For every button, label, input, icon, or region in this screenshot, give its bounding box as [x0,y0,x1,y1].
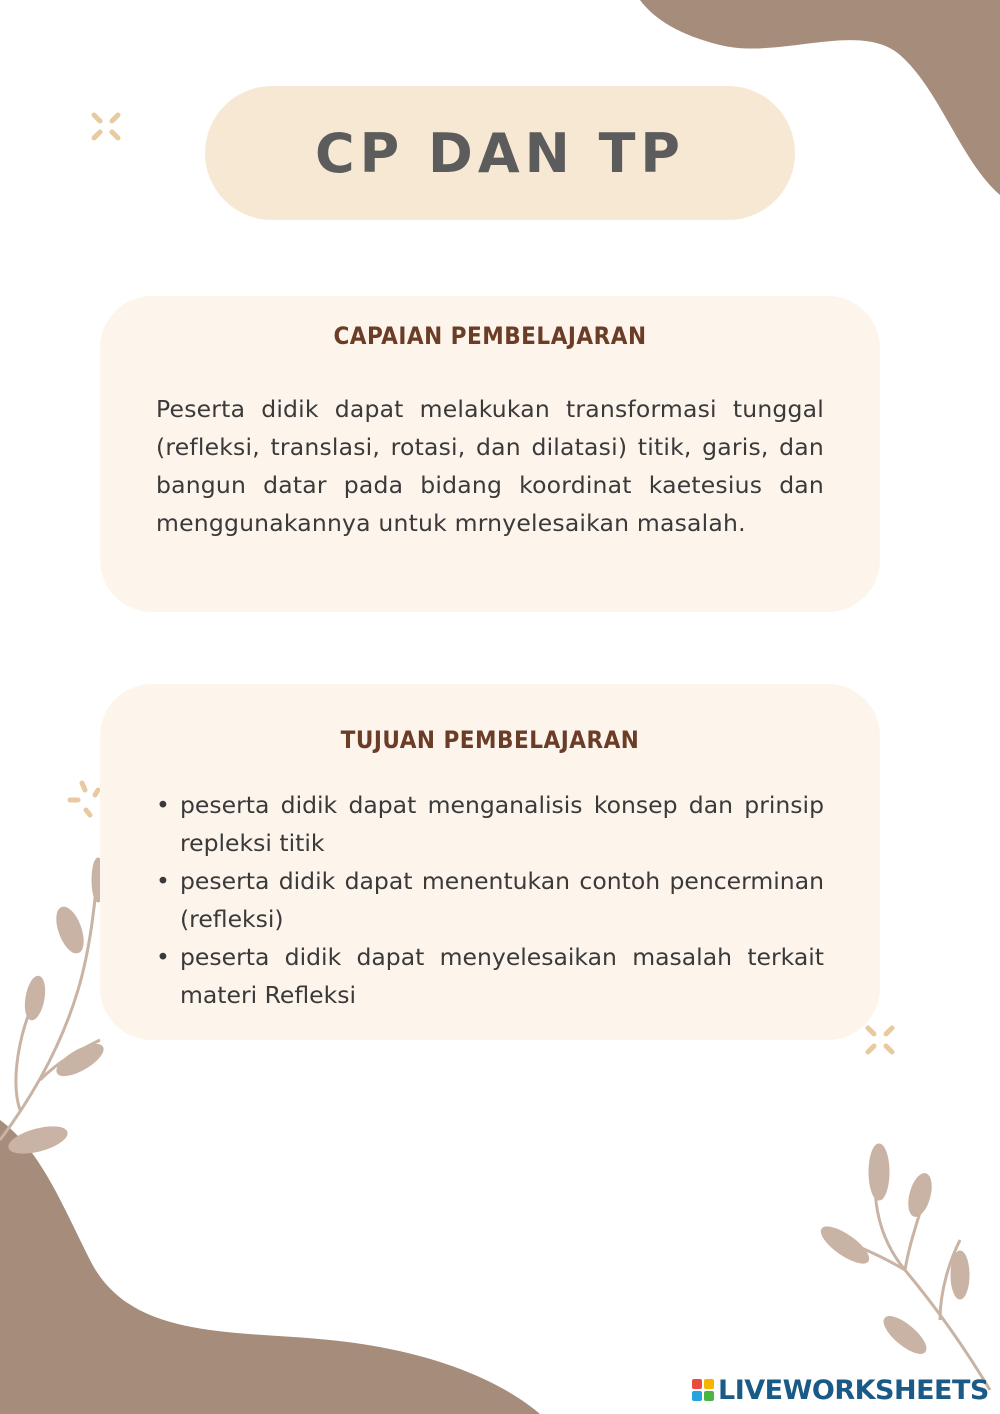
list-item: • peserta didik dapat menyelesaikan masalah terkait materi Refleksi [156,938,824,1014]
tujuan-card [100,684,880,1040]
list-item: • peserta didik dapat menganalisis konsep dan prinsip repleksi titik [156,786,824,862]
bottom-left-blob [0,1120,540,1414]
watermark-text: LIVEWORKSHEETS [718,1374,989,1406]
liveworksheets-logo-icon [692,1379,714,1401]
page-title: CP DAN TP [314,121,686,185]
tujuan-list [156,786,824,1014]
tujuan-heading: TUJUAN PEMBELAJARAN [340,726,640,754]
capaian-text: Peserta didik dapat melakukan transformasi tunggal (refleksi, translasi, rotasi, dan dilatasi) titik, garis, dan bangun datar pada bidang koordinat kaetesius dan menggunakannya untuk mrnyelesaikan masalah. [156,395,824,537]
right-leaf-branch-icon [816,1144,990,1390]
capaian-card [100,296,880,612]
left-leaf-branch-icon [0,858,108,1158]
sparkle-right-icon [868,1028,892,1052]
sparkle-top-left-icon [94,115,118,138]
capaian-heading: CAPAIAN PEMBELAJARAN [333,322,647,350]
list-item: • peserta didik dapat menentukan contoh pencerminan (refleksi) [156,862,824,938]
title-banner [205,86,795,220]
liveworksheets-watermark [692,1374,989,1406]
sparkle-mid-left-icon [70,783,98,815]
